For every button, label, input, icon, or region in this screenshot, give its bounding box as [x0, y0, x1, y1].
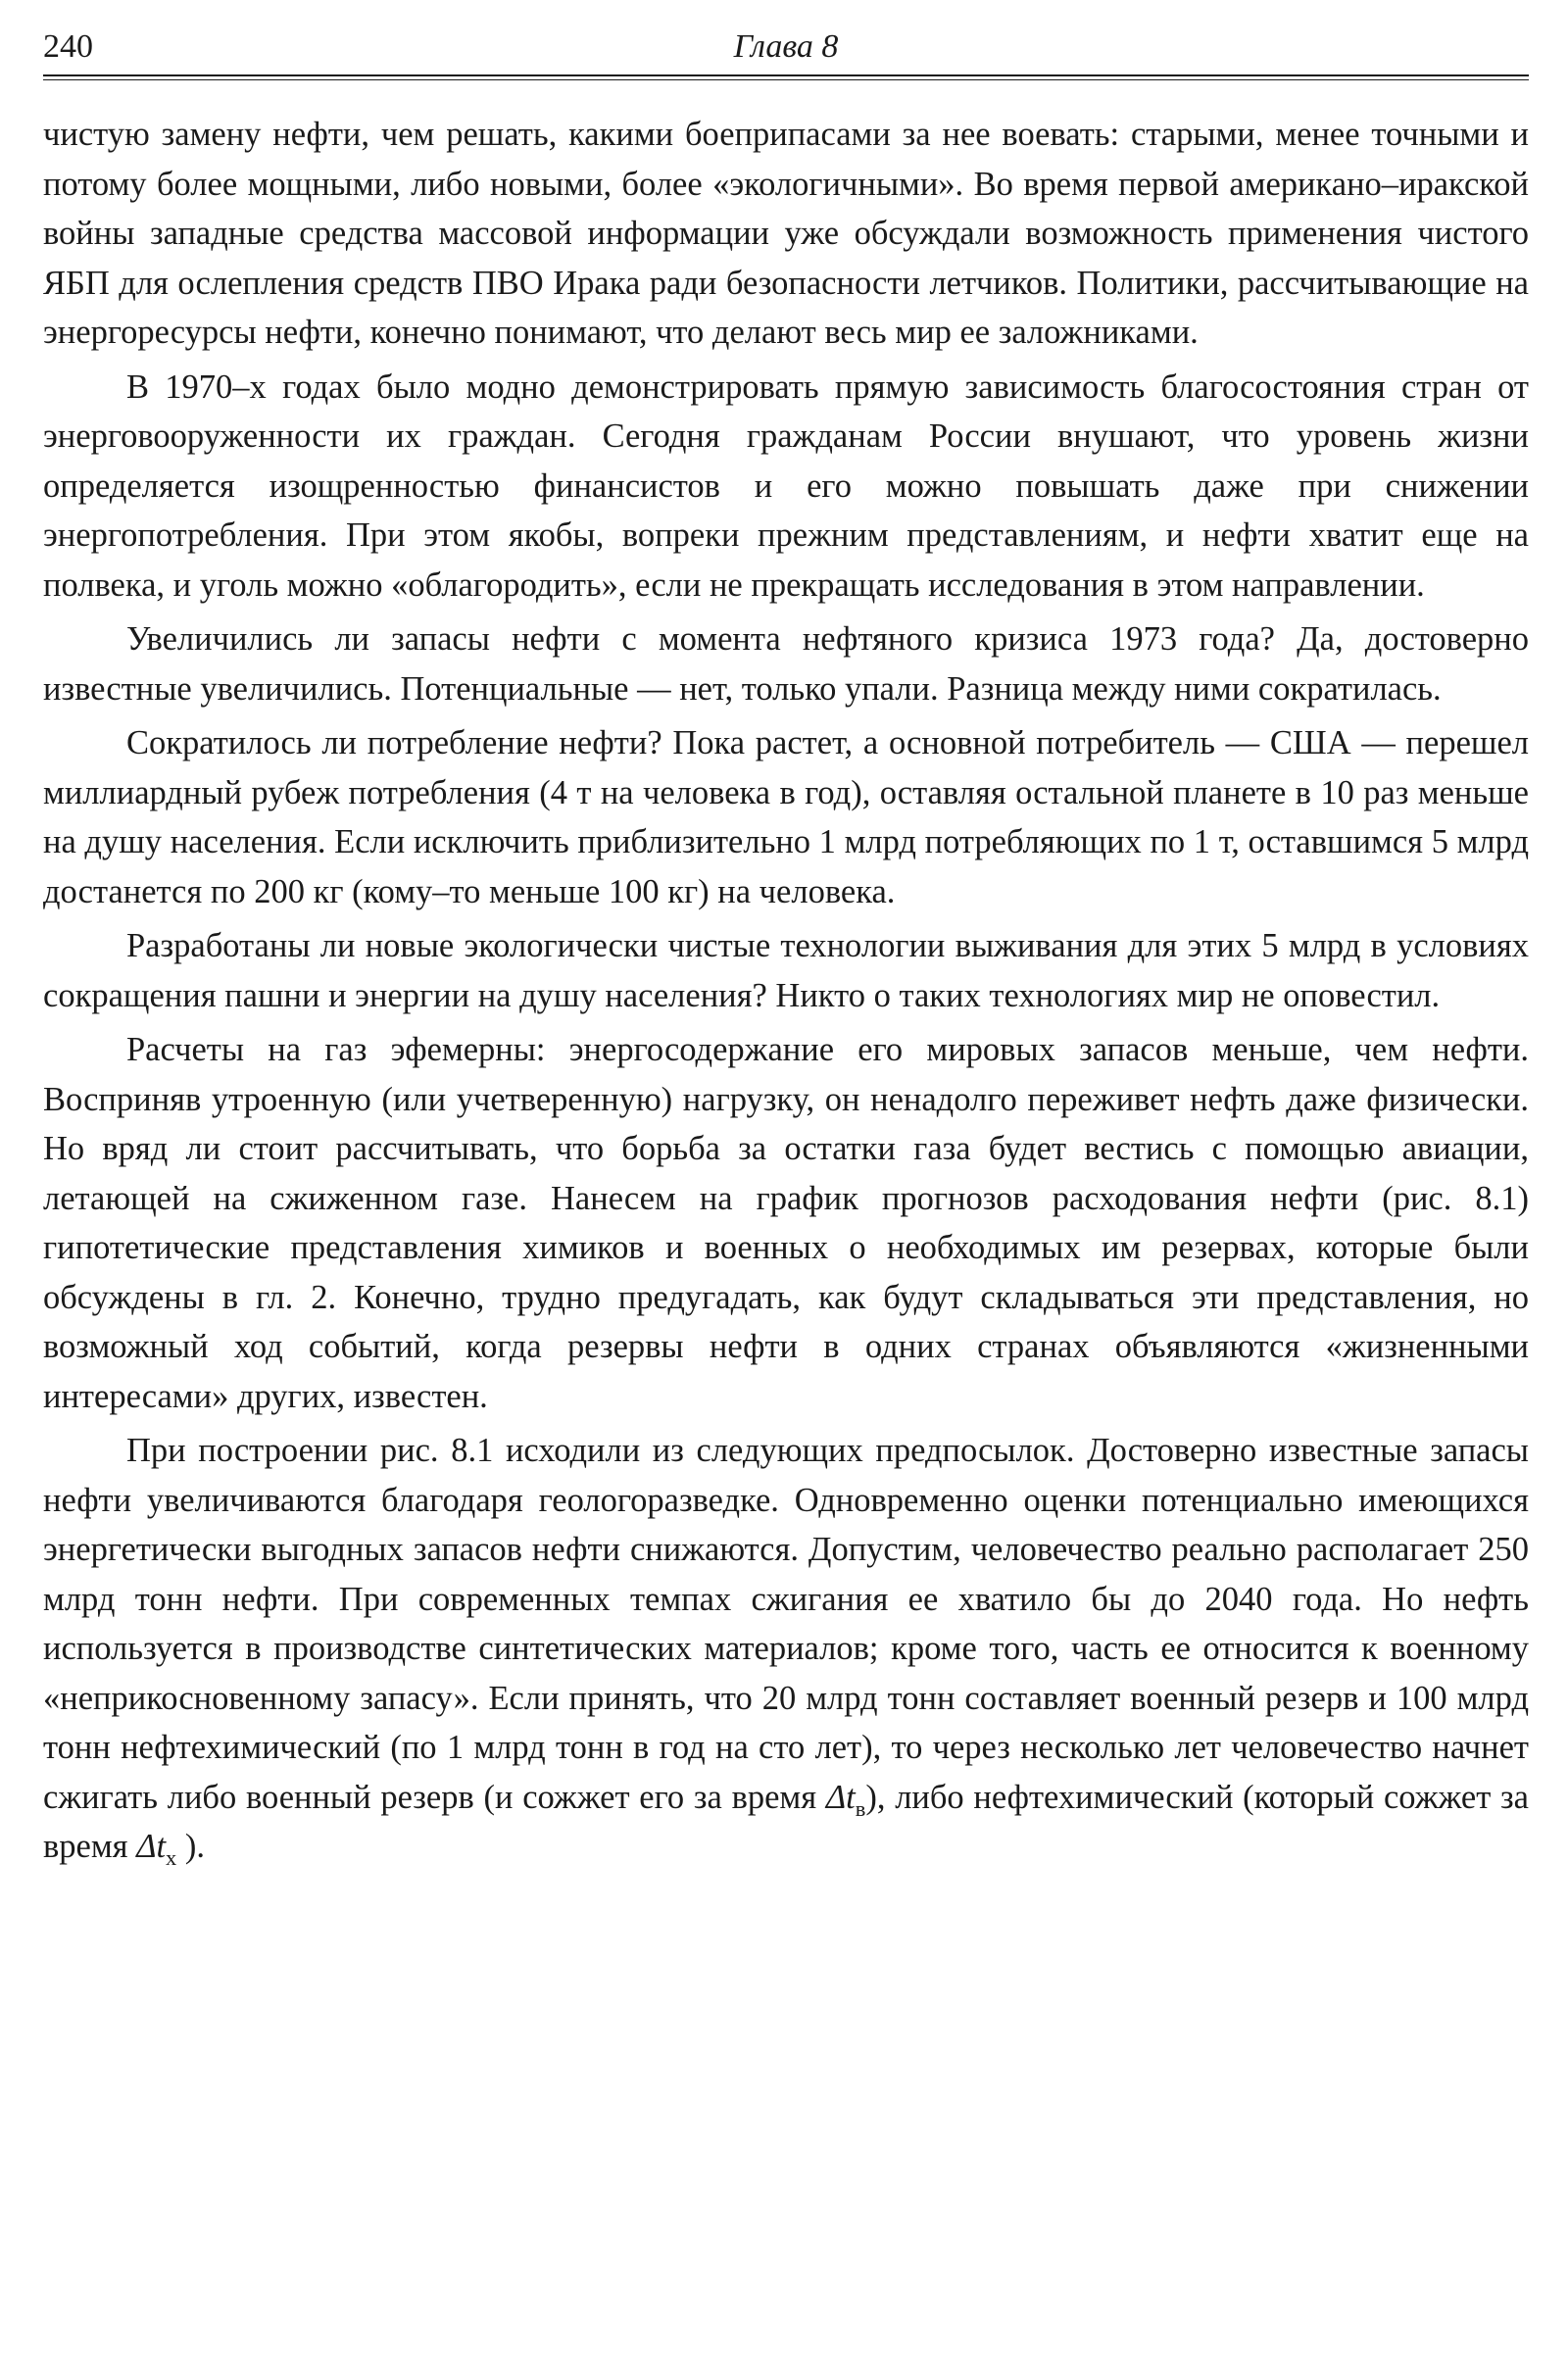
paragraph-6: Расчеты на газ эфемерны: энергосодержание его мировых запасов меньше, чем нефти. Восприняв утроенную (или учетверенную) нагрузку, он ненадолго переживет нефть даже физически. Но вряд ли стоит рассчитывать, что борьба за остатки газа будет вестись с помощью авиации, летающей на сжиженном газе. Нанесем на график прогнозов расходования нефти (рис. 8.1) гипотетические представления химиков и военных о необходимых им резервах, которые были обсуждены в гл. 2. Конечно, трудно предугадать, как будут складываться эти представления, но возможный ход событий, когда резервы нефти в одних странах объявляются «жизненными интересами» других, известен. [43, 1031, 1529, 1415]
paragraph-2: В 1970–х годах было модно демонстрировать прямую зависимость благосостояния стран от энерговооруженности их граждан. Сегодня гражданам России внушают, что уровень жизни определяется изощренностью финансистов и его можно повышать даже при снижении энергопотребления. При этом якобы, вопреки прежним представлениям, и нефти хватит еще на полвека, и уголь можно «облагородить», если не прекращать исследования в этом направлении. [43, 368, 1529, 604]
book-page [43, 25, 1529, 1877]
paragraph-7-end: ). [184, 1828, 205, 1865]
body-text [43, 110, 1529, 1872]
delta-symbol-2: Δ [136, 1828, 157, 1865]
paragraph-4: Сократилось ли потребление нефти? Пока растет, а основной потребитель — США — перешел миллиардный рубеж потребления (4 т на человека в год), оставляя остальной планете в 10 раз меньше на душу населения. Если исключить приблизительно 1 млрд потребляющих по 1 т, оставшимся 5 млрд достанется по 200 кг (кому–то меньше 100 кг) на человека. [43, 724, 1529, 910]
subscript-b: в [855, 1795, 866, 1821]
paragraph-5: Разработаны ли новые экологически чистые технологии выживания для этих 5 млрд в условиях сокращения пашни и энергии на душу населения? Никто о таких технологиях мир не оповестил. [43, 927, 1529, 1014]
page-number: 240 [43, 28, 93, 65]
header-rule [43, 74, 1529, 80]
paragraph-3: Увеличились ли запасы нефти с момента нефтяного кризиса 1973 года? Да, достоверно известные увеличились. Потенциальные — нет, только упали. Разница между ними сократилась. [43, 620, 1529, 708]
subscript-x: х [166, 1844, 177, 1870]
t-symbol-2: t [156, 1828, 167, 1865]
paragraph-7 [43, 1426, 1529, 1872]
delta-symbol: Δ [825, 1778, 847, 1816]
running-head [43, 25, 1529, 69]
delta-t-b-formula [825, 1778, 866, 1821]
paragraph-7-mid: ), либо нефтехимический (который сожжет за время [43, 1778, 1529, 1865]
chapter-title: Глава 8 [733, 28, 839, 65]
paragraph-1: чистую замену нефти, чем решать, какими боеприпасами за нее воевать: старыми, менее точными и потому более мощными, либо новыми, более «экологичными». Во время первой американо–иракской войны западные средства массовой информации уже обсуждали возможность применения чистого ЯБП для ослепления средств ПВО Ирака ради безопасности летчиков. Политики, рассчитывающие на энергоресурсы нефти, конечно понимают, что делают весь мир ее заложниками. [43, 116, 1529, 351]
t-symbol: t [846, 1778, 856, 1816]
paragraph-7-text: При построении рис. 8.1 исходили из следующих предпосылок. Достоверно известные запасы нефти увеличиваются благодаря геологоразведке. Одновременно оценки потенциально имеющихся энергетически выгодных запасов нефти снижаются. Допустим, человечество реально располагает 250 млрд тонн нефти. При современных темпах сжигания ее хватило бы до 2040 года. Но нефть используется в производстве синтетических материалов; кроме того, часть ее относится к военному «неприкосновенному запасу». Если принять, что 20 млрд тонн составляет военный резерв и 100 млрд тонн нефтехимический (по 1 млрд тонн в год на сто лет), то через несколько лет человечество начнет сжигать либо военный резерв (и сожжет его за время [43, 1432, 1529, 1816]
delta-t-x-formula [136, 1828, 177, 1870]
